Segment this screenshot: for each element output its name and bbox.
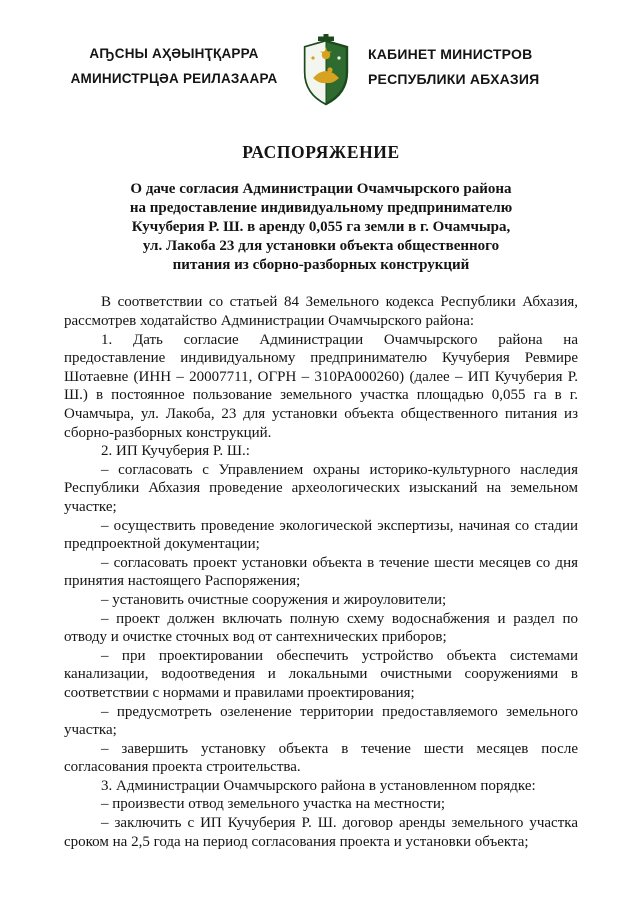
document-body (64, 293, 578, 851)
header-abkhaz-title (64, 34, 284, 92)
paragraph-dash: – проект должен включать полную схему водоснабжения и раздел по отводу и очистке сточных вод от сантехнических приборов; (64, 610, 578, 646)
paragraph-dash: – при проектировании обеспечить устройство объекта системами канализации, водоотведения и локальными очистными сооружениями в соответствии с нормами и правилами проектирования; (64, 647, 578, 701)
subject-line: Кучуберия Р. Ш. в аренду 0,055 га земли в г. Очамчыра, (131, 218, 511, 235)
paragraph-dash: – предусмотреть озеленение территории предоставляемого земельного участка; (64, 703, 578, 739)
paragraph-item-3: 3. Администрации Очамчырского района в установленном порядке: (101, 777, 536, 794)
subject-line: О даче согласия Администрации Очамчырского района (130, 181, 512, 197)
header-abkhaz-line1: АҦСНЫ АҲӘЫНҬҚАРРА (89, 46, 259, 61)
coat-of-arms-icon (301, 34, 351, 106)
subject-line: питания из сборно-разборных конструкций (172, 256, 470, 273)
document-subject (64, 180, 578, 274)
header-russian-title (368, 34, 578, 92)
paragraph-intro: В соответствии со статьей 84 Земельного кодекса Республики Абхазия, рассмотрев ходатайство Администрации Очамчырского района: (64, 294, 578, 330)
paragraph-item-2: 2. ИП Кучуберия Р. Ш.: (101, 443, 250, 460)
paragraph-dash: – согласовать с Управлением охраны историко-культурного наследия Республики Абхазия проведение археологических изысканий на земельном участке; (64, 461, 578, 515)
subject-line: на предоставление индивидуальному предпринимателю (129, 199, 513, 216)
paragraph-dash: – заключить с ИП Кучуберия Р. Ш. договор аренды земельного участка сроком на 2,5 года на период согласования проекта и установки объекта; (64, 815, 578, 850)
paragraph-item-1: 1. Дать согласие Администрации Очамчырского района на предоставление индивидуальному предпринимателю Кучуберия Ревмире Шотаевне (ИНН – 20007711, ОГРН – 310РА000260) (далее – ИП Кучуберия Р. Ш.) в постоянное пользование земельного участка площадью 0,055 га в г. Очамчыра, ул. Лакоба, 23 для установки объекта общественного питания из сборно-разборных конструкций. (64, 331, 578, 441)
paragraph-dash: – осуществить проведение экологической экспертизы, начиная со стадии предпроектной документации; (64, 517, 578, 553)
header-russian-line2: РЕСПУБЛИКИ АБХАЗИЯ (368, 71, 540, 88)
subject-line: ул. Лакоба 23 для установки объекта общественного (142, 237, 500, 254)
document-title: РАСПОРЯЖЕНИЕ (242, 142, 400, 162)
paragraph-dash: – завершить установку объекта в течение шести месяцев после согласования проекта строительства. (64, 740, 578, 776)
paragraph-dash: – произвести отвод земельного участка на местности; (101, 796, 446, 813)
header-russian-line1: КАБИНЕТ МИНИСТРОВ (368, 46, 533, 62)
paragraph-dash: – установить очистные сооружения и жироуловители; (101, 591, 447, 608)
paragraph-dash: – согласовать проект установки объекта в течение шести месяцев со дня принятия настоящего Распоряжения; (64, 554, 578, 590)
header-abkhaz-line2: АМИНИСТРЦӘА РЕИЛАЗААРА (70, 70, 278, 86)
document-header (64, 34, 578, 106)
